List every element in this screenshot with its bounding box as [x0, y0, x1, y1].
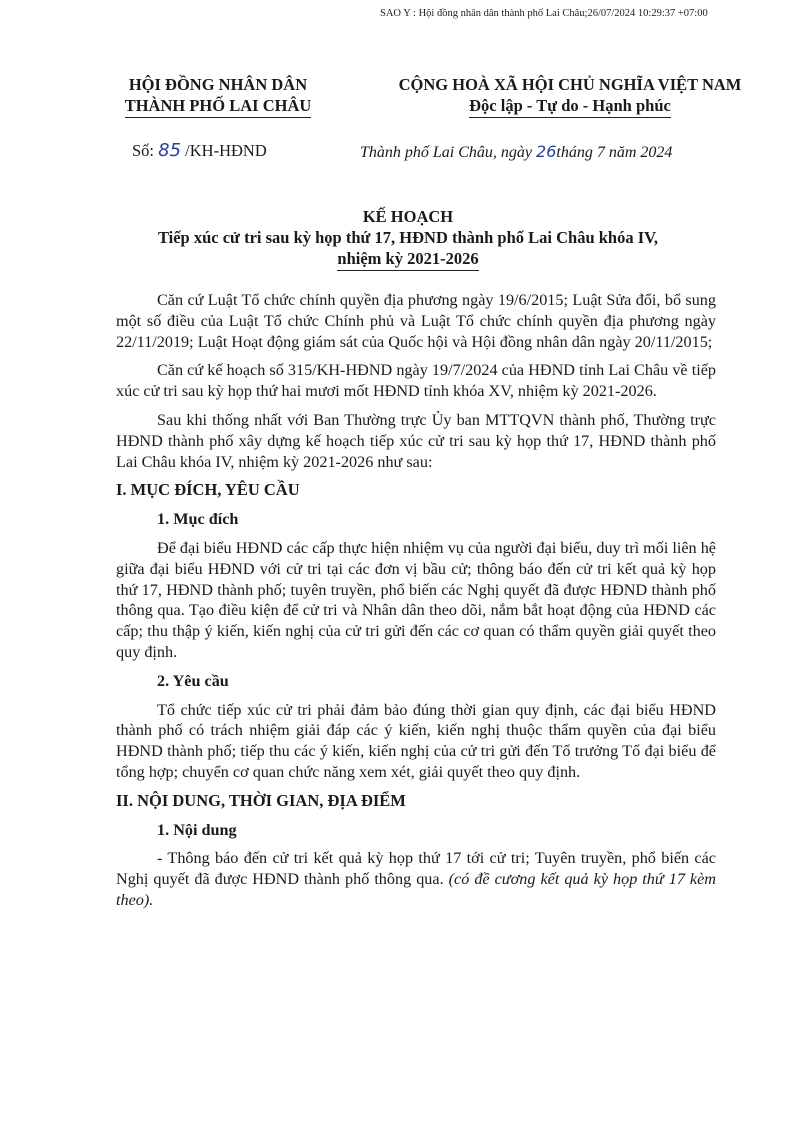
content-text: - Thông báo đến cử tri kết quả kỳ họp thứ 17 tới cử tri; Tuyên truyền, phổ biến các Nghị quyết đã được HĐND thành phố thông qua.	[116, 849, 716, 889]
authority-line2: THÀNH PHỐ LAI CHÂU	[125, 95, 312, 118]
title-main: KẾ HOẠCH	[362, 207, 454, 226]
subsection-heading-purpose: 1. Mục đích	[157, 510, 239, 529]
date-day-handwritten: 26	[536, 142, 557, 161]
national-header	[350, 74, 790, 118]
date-line	[360, 142, 672, 162]
paragraph-content	[116, 848, 716, 910]
content-italic-note: (có đề cương kết quả kỳ họp thứ 17 kèm theo).	[116, 870, 716, 909]
national-motto: Độc lập - Tự do - Hạnh phúc	[469, 95, 671, 118]
date-after: tháng 7 năm 2024	[556, 144, 673, 161]
section-heading-1: I. MỤC ĐÍCH, YÊU CẦU	[116, 480, 300, 500]
doc-number-handwritten: 85	[158, 140, 182, 161]
issuing-authority	[96, 74, 340, 118]
paragraph-legal-basis-2: Căn cứ kế hoạch số 315/KH-HĐND ngày 19/7/2024 của HĐND tỉnh Lai Châu về tiếp xúc cử tri sau kỳ họp thứ hai mươi mốt HĐND tỉnh khóa XV, nhiệm kỳ 2021-2026.	[116, 361, 716, 401]
paragraph-intro: Sau khi thống nhất với Ban Thường trực Ủy ban MTTQVN thành phố, Thường trực HĐND thành phố xây dựng kế hoạch tiếp xúc cử tri sau kỳ họp thứ 17, HĐND thành phố Lai Châu khóa IV, nhiệm kỳ 2021-2026 như sau:	[116, 410, 716, 471]
paragraph-legal-basis-1: Căn cứ Luật Tổ chức chính quyền địa phương ngày 19/6/2015; Luật Sửa đổi, bổ sung một số điều của Luật Tổ chức Chính phủ và Luật Tổ chức chính quyền địa phương ngày 22/11/2019; Luật Hoạt động giám sát của Quốc hội và Hội đồng nhân dân ngày 20/11/2015;	[116, 291, 716, 351]
title-sub2: nhiệm kỳ 2021-2026	[337, 248, 478, 271]
authority-line1: HỘI ĐỒNG NHÂN DÂN	[128, 75, 308, 94]
national-title: CỘNG HOÀ XÃ HỘI CHỦ NGHĨA VIỆT NAM	[398, 75, 742, 94]
doc-number-prefix: Số:	[132, 141, 159, 160]
section-heading-2: II. NỘI DUNG, THỜI GIAN, ĐỊA ĐIỂM	[116, 790, 406, 810]
doc-number-suffix: /KH-HĐND	[181, 141, 267, 160]
date-before: Thành phố Lai Châu, ngày	[360, 144, 537, 161]
digital-copy-stamp: SAO Y : Hội đồng nhân dân thành phố Lai Châu;26/07/2024 10:29:37 +07:00	[380, 8, 708, 19]
document-title	[88, 206, 728, 271]
subsection-heading-requirements: 2. Yêu cầu	[157, 671, 229, 690]
document-body	[116, 290, 716, 919]
paragraph-purpose: Để đại biểu HĐND các cấp thực hiện nhiệm vụ của người đại biểu, duy trì mối liên hệ giữa đại biểu HĐND với cử tri tại các đơn vị bầu cử; thông báo đến cử tri kết quả kỳ họp thứ 17, HĐND thành phố; tuyên truyền, phổ biến các Nghị quyết đã được HĐND thành phố thông qua. Tạo điều kiện để cử tri và Nhân dân theo dõi, nắm bắt hoạt động của HĐND các cấp; thu thập ý kiến, kiến nghị của cử tri gửi đến các cơ quan có thẩm quyền giải quyết theo quy định.	[116, 538, 716, 661]
subsection-heading-content: 1. Nội dung	[157, 820, 237, 839]
paragraph-requirements: Tổ chức tiếp xúc cử tri phải đảm bảo đúng thời gian quy định, các đại biểu HĐND thành phố có trách nhiệm giải đáp các ý kiến, kiến nghị thuộc thẩm quyền của đại biểu HĐND thành phố; tiếp thu các ý kiến, kiến nghị của cử tri gửi đến Tổ trưởng Tổ đại biểu để tổng hợp; chuyển cơ quan chức năng xem xét, giải quyết theo quy định.	[116, 700, 716, 781]
title-sub1: Tiếp xúc cử tri sau kỳ họp thứ 17, HĐND thành phố Lai Châu khóa IV,	[157, 228, 659, 247]
document-number	[132, 140, 267, 161]
